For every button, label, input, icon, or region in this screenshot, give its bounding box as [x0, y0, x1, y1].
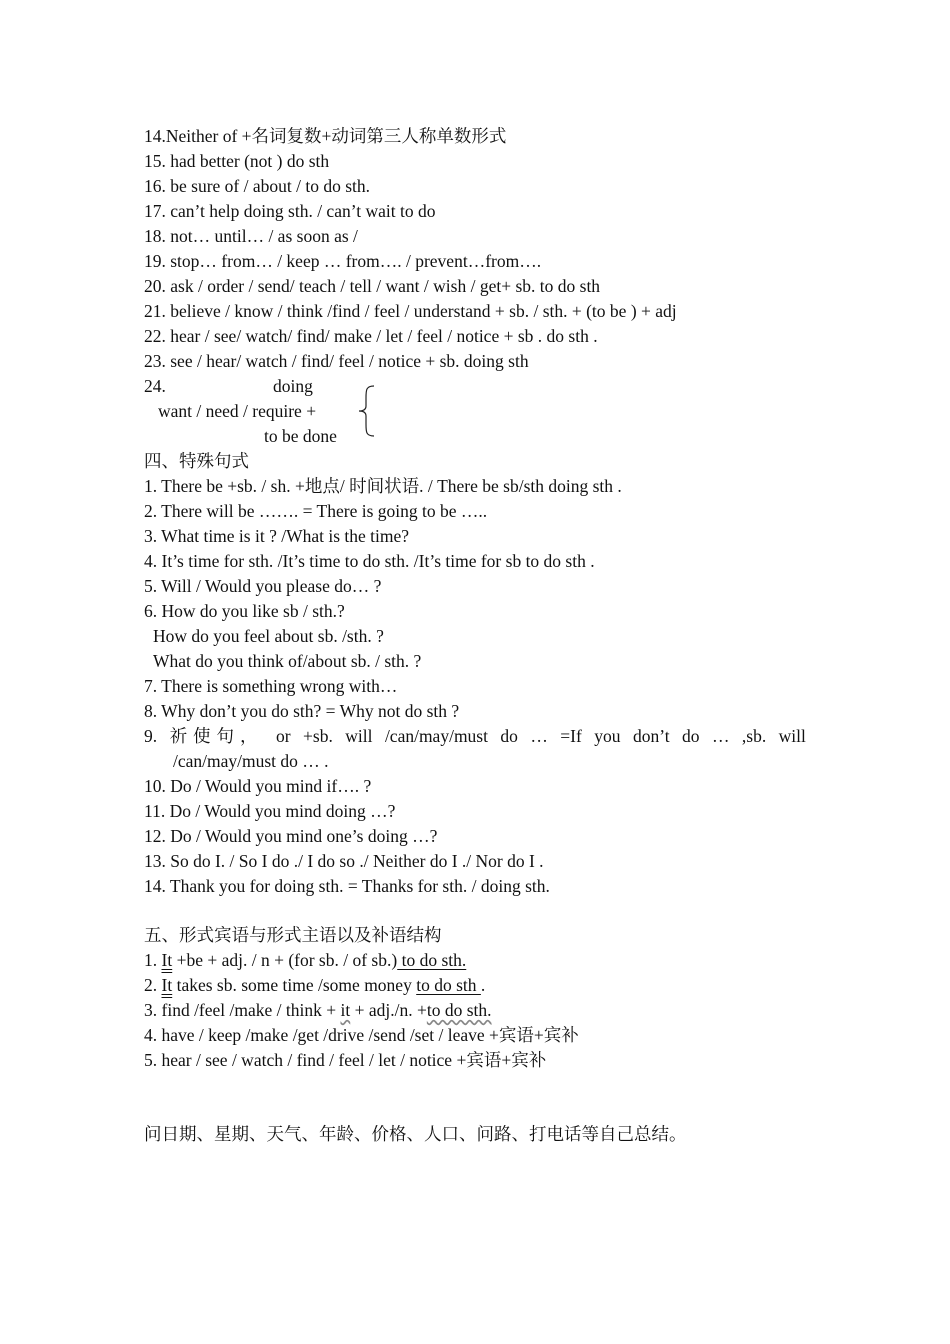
item-24-stem: want / need / require +	[158, 401, 317, 421]
list-item-continuation: How do you feel about sb. /sth. ?	[153, 626, 384, 646]
list-item: 14. Thank you for doing sth. = Thanks for sth. / doing sth.	[144, 876, 550, 896]
word: 9.	[144, 726, 158, 746]
word: …	[711, 726, 730, 746]
list-item: 23. see / hear/ watch / find/ feel / notice + sb. doing sth	[144, 351, 529, 371]
list-item	[144, 974, 485, 996]
list-item: 15. had better (not ) do sth	[144, 151, 330, 171]
list-item: 6. How do you like sb / sth.?	[144, 601, 345, 621]
item-24-option-bottom: to be done	[264, 426, 337, 446]
formal-subject: It	[161, 950, 173, 970]
list-item: 22. hear / see/ watch/ find/ make / let / feel / notice + sb . do sth .	[144, 326, 598, 346]
text: takes sb. some time /some money	[172, 975, 417, 995]
list-item: 12. Do / Would you mind one’s doing …?	[144, 826, 438, 846]
list-item: 4. It’s time for sth. /It’s time to do sth. /It’s time for sb to do sth .	[144, 551, 595, 571]
formal-subject: It	[161, 975, 173, 995]
formal-object: it	[340, 1000, 351, 1020]
list-item: 13. So do I. / So I do ./ I do so ./ Neither do I ./ Nor do I .	[144, 851, 544, 871]
word: do	[500, 726, 518, 746]
list-item: 17. can’t help doing sth. / can’t wait to do	[144, 201, 436, 221]
list-item: 14.Neither of +名词复数+动词第三人称单数形式	[144, 126, 507, 146]
list-item: 8. Why don’t you do sth? = Why not do sth ?	[144, 701, 460, 721]
text: +be + adj. / n + (for sb. / of sb.)	[172, 950, 398, 970]
word: do	[682, 726, 700, 746]
list-item: 19. stop… from… / keep … from…. / prevent…from….	[144, 251, 542, 271]
word: =If	[560, 726, 582, 746]
word: ,sb.	[741, 726, 767, 746]
word: you	[594, 726, 621, 746]
word: will	[345, 726, 373, 746]
text: 1.	[144, 950, 162, 970]
word: or	[276, 726, 291, 746]
list-item: 11. Do / Would you mind doing …?	[144, 801, 396, 821]
text: .	[480, 975, 486, 995]
summary-note: 问日期、星期、天气、年龄、价格、人口、问路、打电话等自己总结。	[144, 1124, 687, 1144]
list-item: 10. Do / Would you mind if…. ?	[144, 776, 372, 796]
list-item: 21. believe / know / think /find / feel / understand + sb. / sth. + (to be ) + adj	[144, 301, 677, 321]
real-subject: to do sth.	[397, 950, 467, 970]
item-24-option-top: doing	[273, 376, 313, 396]
item-24-number: 24.	[144, 376, 166, 396]
word: +sb.	[303, 726, 333, 746]
list-item	[144, 999, 492, 1021]
curly-brace-icon	[356, 384, 380, 438]
list-item-continuation: What do you think of/about sb. / sth. ?	[153, 651, 422, 671]
list-item: 4. have / keep /make /get /drive /send /set / leave +宾语+宾补	[144, 1025, 579, 1045]
list-item: 5. Will / Would you please do… ?	[144, 576, 382, 596]
list-item: 5. hear / see / watch / find / feel / let / notice +宾语+宾补	[144, 1050, 547, 1070]
text: 2.	[144, 975, 162, 995]
word: 祈使句，	[169, 726, 264, 746]
section-heading: 五、形式宾语与形式主语以及补语结构	[144, 925, 442, 945]
list-item	[144, 949, 466, 971]
word: don’t	[632, 726, 670, 746]
word: …	[530, 726, 548, 746]
word: will	[778, 726, 806, 746]
real-object: to do sth.	[426, 1000, 492, 1020]
list-item-9	[144, 725, 806, 747]
list-item-continuation: /can/may/must do … .	[173, 751, 329, 771]
word: /can/may/must	[384, 726, 488, 746]
real-subject: to do sth	[416, 975, 481, 995]
list-item: 1. There be +sb. / sh. +地点/ 时间状语. / There be sb/sth doing sth .	[144, 476, 622, 496]
list-item: 3. What time is it ? /What is the time?	[144, 526, 410, 546]
text: + adj./n. +	[350, 1000, 427, 1020]
list-item: 2. There will be ……. = There is going to be …..	[144, 501, 488, 521]
list-item: 18. not… until… / as soon as /	[144, 226, 358, 246]
list-item: 20. ask / order / send/ teach / tell / want / wish / get+ sb. to do sth	[144, 276, 601, 296]
list-item: 7. There is something wrong with…	[144, 676, 398, 696]
list-item: 16. be sure of / about / to do sth.	[144, 176, 371, 196]
text: 3. find /feel /make / think +	[144, 1000, 341, 1020]
section-heading: 四、特殊句式	[144, 451, 249, 471]
